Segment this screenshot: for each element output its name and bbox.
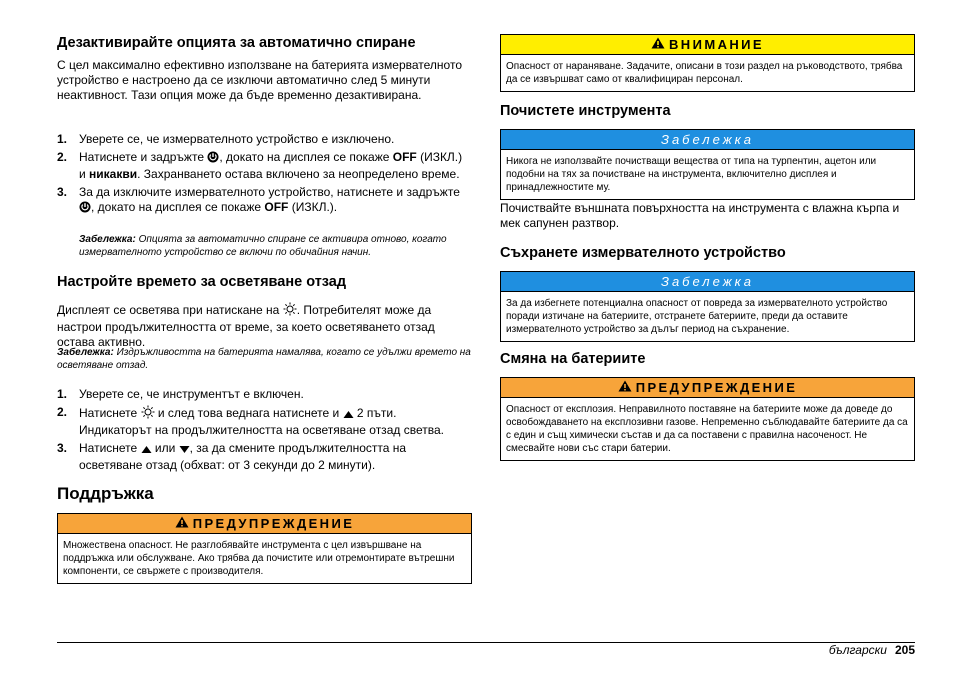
note-bar: Забележка [501, 130, 914, 150]
note-box-clean [500, 129, 915, 200]
page-footer [829, 643, 915, 658]
step-3: 3. За да изключите измервателното устройство, натиснете и задръжте , докато на дисплея се покаже OFF (ИЗКЛ.). [57, 185, 472, 217]
note-text: Никога не използвайте почистващи вещества от типа на турпентин, ацетон или подобни на тях за почистване на инструмента, включително дисплея и принадлежностите му. [506, 156, 877, 193]
warning-triangle-icon [175, 516, 189, 531]
warning-text: Опасност от експлозия. Неправилното поставяне на батериите може да доведе до освобождаването на експлозивни газове. Непременно съблюдавайте батериите да са с един и същ химически състав и да са поставени с правилна насоченост. Не смесвайте нови със стари батерии. [506, 404, 908, 454]
up-arrow-icon [343, 408, 354, 423]
step-1: 1. Уверете се, че инструментът е включен. [57, 387, 304, 401]
footer-language: български [828, 643, 887, 657]
section-title-storage: Съхранете измервателното устройство [500, 245, 786, 261]
section-title-auto-shutoff: Дезактивирайте опцията за автоматично спиране [57, 35, 416, 51]
warning-text: Множествена опасност. Не разглобявайте инструмента с цел извършване на поддръжка или обслужване. Ако трябва да почистите или отремонтирате вътрешни компоненти, се свържете с производителя. [63, 540, 455, 577]
power-icon [207, 150, 219, 167]
step-3: 3. Натиснете или , за да смените продължителността на осветяване отзад (обхват: от 3 секунди до 2 минути). [57, 441, 407, 472]
warning-triangle-icon [618, 380, 632, 395]
caution-bar: ВНИМАНИЕ [501, 35, 914, 55]
down-arrow-icon [179, 443, 190, 458]
section-title-batteries: Смяна на батериите [500, 351, 646, 367]
step-1: 1. Уверете се, че измервателното устройство е изключено. [57, 132, 395, 146]
step-2: 2. Натиснете и след това веднага натиснете и 2 пъти. Индикаторът на продължителността на осветяване отзад светва. [57, 405, 444, 437]
page-number: 205 [894, 643, 915, 657]
footer-divider [57, 642, 915, 643]
warning-bar: ПРЕДУПРЕЖДЕНИЕ [501, 378, 914, 398]
section-title-backlight: Настройте времето за осветяване отзад [57, 274, 347, 290]
caution-box [500, 34, 915, 92]
auto-shutoff-note: Забележка: Опцията за автоматично спиране се активира отново, когато измервателното устройство се включи по обичайния начин. [79, 234, 447, 258]
power-icon [79, 200, 91, 217]
clean-text: Почиствайте външната повърхността на инструмента с влажна кърпа и мек сапунен разтвор. [500, 201, 900, 230]
backlight-icon [283, 302, 297, 320]
step-2: 2. Натиснете и задръжте , докато на дисплея се покаже OFF (ИЗКЛ.) и никакви. Захранването остава включено за неопределено време. [57, 150, 463, 181]
note-box-storage [500, 271, 915, 342]
backlight-note: Забележка: Издръжливостта на батерията намалява, когато се удължи времето на осветяване отзад. [57, 347, 471, 371]
section-title-maintenance: Поддръжка [57, 484, 154, 503]
note-bar: Забележка [501, 272, 914, 292]
auto-shutoff-steps [57, 132, 472, 217]
note-text: За да избегнете потенциална опасност от повреда за измервателното устройство поради изтичане на батериите, отстранете батериите, преди да оставите измервателното устройство за дълъг период на съхранение. [506, 298, 888, 335]
up-arrow-icon [141, 443, 152, 458]
warning-triangle-icon [651, 37, 665, 52]
backlight-icon [141, 405, 155, 423]
warning-box-maintenance [57, 513, 472, 584]
auto-shutoff-intro: С цел максимално ефективно използване на батерията измервателното устройство е настроено да се изключи автоматично след 5 минути неактивност. Тази опция може да бъде временно дезактивирана. [57, 58, 462, 102]
backlight-intro: Дисплеят се осветява при натискане на . Потребителят може да настрои продължителността от време, за което осветяването отзад остава активно. [57, 303, 435, 349]
caution-text: Опасност от нараняване. Задачите, описани в този раздел на ръководството, трябва да се извършват само от квалифициран персонал. [506, 61, 903, 85]
warning-box-batteries [500, 377, 915, 461]
warning-bar: ПРЕДУПРЕЖДЕНИЕ [58, 514, 471, 534]
backlight-steps [57, 387, 472, 473]
section-title-clean: Почистете инструмента [500, 103, 671, 119]
